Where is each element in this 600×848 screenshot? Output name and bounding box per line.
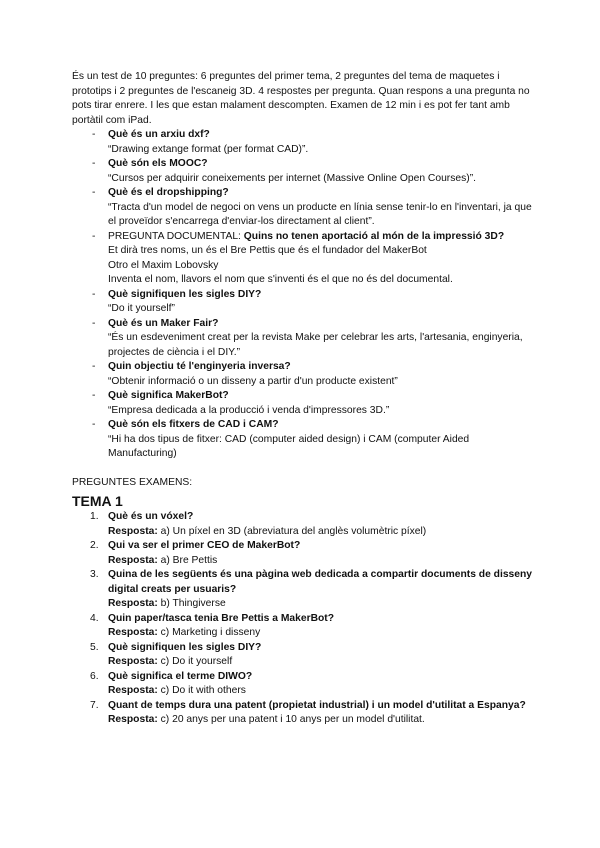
- exam-question: [90, 510, 540, 539]
- faq-answer: “Drawing extange format (per format CAD)”.: [108, 143, 309, 155]
- bullet-dash: -: [92, 230, 96, 242]
- exam-answer: [108, 626, 540, 641]
- question-number: 7.: [90, 699, 99, 711]
- answer-text: b) Thingiverse: [160, 598, 226, 609]
- faq-question: Què són els MOOC?: [108, 158, 208, 169]
- exam-question-text: Quant de temps dura una patent (propietat industrial) i un model d'utilitat a Espanya?: [108, 699, 526, 711]
- faq-answer: “Cursos per adquirir coneixements per internet (Massive Online Open Courses)”.: [108, 172, 476, 184]
- faq-question: Què és un arxiu dxf?: [108, 129, 210, 140]
- faq-list: [72, 128, 540, 462]
- exam-question-text: Què és un vóxel?: [108, 511, 194, 522]
- bullet-dash: -: [92, 187, 96, 198]
- faq-item: [92, 288, 540, 317]
- faq-question: Què són els fitxers de CAD i CAM?: [108, 419, 279, 430]
- answer-text: c) 20 anys per una patent i 10 anys per un model d'utilitat.: [160, 714, 425, 725]
- faq-answer: Otro el Maxim Lobovsky: [108, 259, 219, 271]
- faq-question: Què és un Maker Fair?: [108, 317, 219, 329]
- answer-text: a) Bre Pettis: [160, 554, 218, 566]
- question-number: 2.: [90, 540, 99, 551]
- intro-paragraph: És un test de 10 preguntes: 6 preguntes del primer tema, 2 preguntes del tema de maquetes i prototips i 2 preguntes de l'escaneig 3D. 4 respostes per pregunta. Quan respons a una pregunta no pots tirar enrere. I les que estan malament descompten. Examen de 12 min i es pot fer tant amb portàtil com iPad.: [72, 71, 530, 126]
- answer-text: c) Do it yourself: [160, 656, 233, 667]
- exam-answer: [108, 684, 540, 699]
- answer-label: Resposta:: [108, 685, 158, 696]
- exam-question-text: Què significa el terme DIWO?: [108, 670, 253, 682]
- exam-answer: [108, 525, 540, 540]
- faq-answer: Inventa el nom, llavors el nom que s'inventi és el que no és del documental.: [108, 274, 453, 285]
- exam-question: [90, 539, 540, 568]
- faq-question: Quins no tenen aportació al món de la impressió 3D?: [243, 230, 505, 242]
- section-heading: TEMA 1: [72, 493, 123, 509]
- question-number: 4.: [90, 612, 99, 624]
- faq-answer: “Tracta d'un model de negoci on vens un producte en línia sense tenir-lo en l'inventari, ja que el proveïdor s'encarrega d'enviar-los directament al client”.: [108, 201, 532, 227]
- faq-question: Quin objectiu té l'enginyeria inversa?: [108, 361, 291, 372]
- faq-item: [92, 157, 540, 186]
- answer-text: a) Un píxel en 3D (abreviatura del anglès volumètric píxel): [160, 525, 427, 537]
- exam-question-text: Quin paper/tasca tenia Bre Pettis a MakerBot?: [108, 612, 335, 624]
- exam-answer: [108, 655, 540, 670]
- exam-question: [90, 641, 540, 670]
- faq-item: [92, 186, 540, 230]
- bullet-dash: -: [92, 317, 96, 329]
- faq-answer: “Obtenir informació o un disseny a partir d'un producte existent”: [108, 375, 398, 387]
- answer-label: Resposta:: [108, 525, 158, 537]
- faq-question: Què significa MakerBot?: [108, 390, 229, 401]
- faq-item: [92, 317, 540, 361]
- faq-prefix: PREGUNTA DOCUMENTAL:: [108, 230, 244, 242]
- answer-label: Resposta:: [108, 598, 158, 609]
- answer-label: Resposta:: [108, 656, 158, 667]
- question-number: 3.: [90, 569, 99, 580]
- faq-item: [92, 230, 540, 288]
- bullet-dash: -: [92, 288, 96, 300]
- exam-section-label: PREGUNTES EXAMENS:: [72, 476, 193, 488]
- bullet-dash: -: [92, 419, 96, 430]
- exam-question-text: Qui va ser el primer CEO de MakerBot?: [108, 540, 301, 551]
- exam-question: [90, 699, 540, 728]
- answer-label: Resposta:: [108, 714, 158, 725]
- question-number: 6.: [90, 670, 99, 682]
- exam-question: [90, 568, 540, 612]
- faq-answer: “Empresa dedicada a la producció i venda d'impressores 3D.”: [108, 404, 390, 416]
- faq-item: [92, 389, 540, 418]
- exam-question-list: [72, 510, 540, 728]
- exam-answer: [108, 554, 540, 569]
- faq-answer: “És un esdeveniment creat per la revista Make per celebrar les arts, l'artesania, enginyeria, projectes de ciència i el DIY.”: [108, 332, 523, 358]
- faq-question: Què és el dropshipping?: [108, 187, 229, 198]
- bullet-dash: -: [92, 158, 96, 169]
- question-number: 5.: [90, 641, 99, 653]
- question-number: 1.: [90, 511, 99, 522]
- answer-label: Resposta:: [108, 627, 158, 638]
- exam-question: [90, 670, 540, 699]
- faq-answer: “Hi ha dos tipus de fitxer: CAD (computer aided design) i CAM (computer Aided Manufacturing): [108, 433, 470, 459]
- faq-item: [92, 418, 540, 462]
- faq-item: [92, 128, 540, 157]
- faq-answer: “Do it yourself”: [108, 303, 175, 314]
- faq-item: [92, 360, 540, 389]
- exam-question: [90, 612, 540, 641]
- faq-question: Què signifiquen les sigles DIY?: [108, 288, 262, 300]
- exam-answer: [108, 713, 540, 728]
- exam-question-text: Quina de les següents és una pàgina web dedicada a compartir documents de disseny digital creats per usuaris?: [108, 569, 533, 595]
- faq-answer: Et dirà tres noms, un és el Bre Pettis que és el fundador del MakerBot: [108, 245, 427, 256]
- answer-text: c) Marketing i disseny: [160, 627, 261, 638]
- answer-text: c) Do it with others: [160, 685, 246, 696]
- bullet-dash: -: [92, 129, 96, 140]
- exam-answer: [108, 597, 540, 612]
- answer-label: Resposta:: [108, 554, 158, 566]
- exam-question-text: Què signifiquen les sigles DIY?: [108, 641, 262, 653]
- bullet-dash: -: [92, 390, 96, 401]
- bullet-dash: -: [92, 361, 96, 372]
